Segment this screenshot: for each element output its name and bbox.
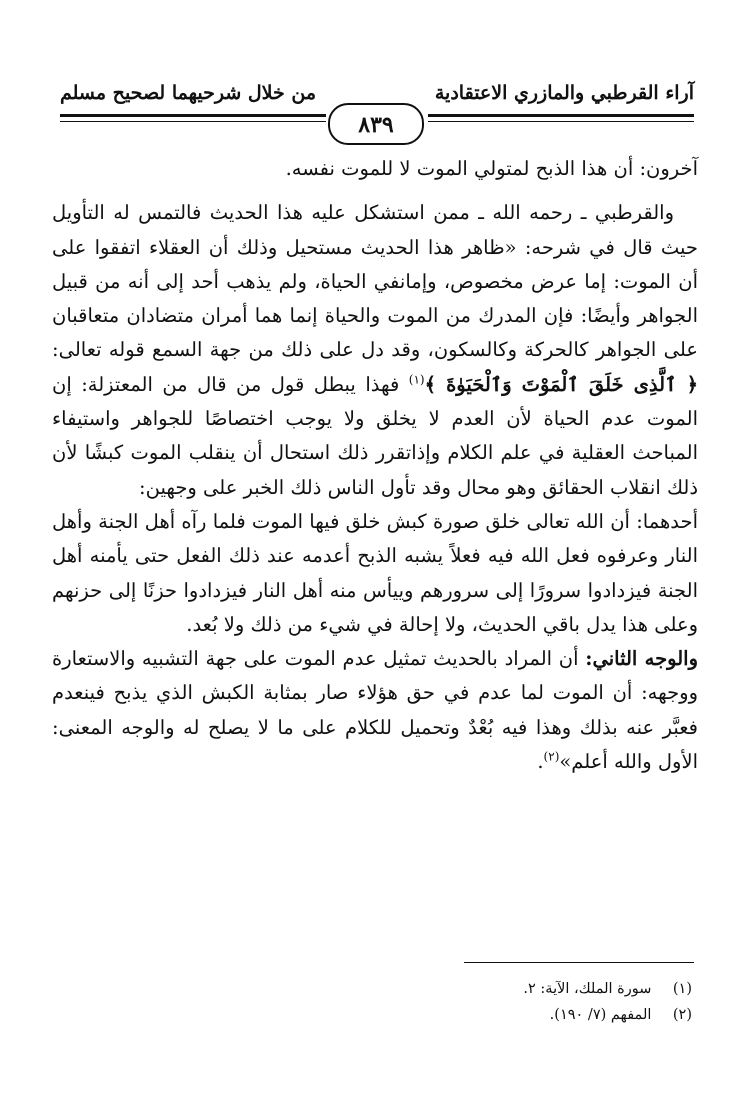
footnote-text: سورة الملك، الآية: ٢. xyxy=(523,981,652,997)
header-book-title: آراء القرطبي والمازري الاعتقادية xyxy=(434,82,694,104)
footnotes xyxy=(300,976,692,1028)
paragraph-4-text: أن المراد بالحديث تمثيل عدم الموت على جهة التشبيه والاستعارة ووجهه: أن الموت لما عدم في حق هؤلاء صار بمثابة الكبش الذي يذبح فينعدم فعبَّر عنه بذلك وهذا فيه بُعْدٌ وتحميل للكلام على ما لا يصلح له والوجه المعنى: الأول والله أعلم» xyxy=(52,647,698,774)
footnote-text: المفهم (٧/ ١٩٠). xyxy=(549,1007,652,1023)
main-text xyxy=(52,152,698,779)
paragraph-4-end: . xyxy=(537,750,544,774)
header-rule-left-thick xyxy=(60,114,326,117)
footnote-number: (١) xyxy=(672,981,692,997)
footnote-item xyxy=(300,976,692,1002)
header-rule-right-thin xyxy=(428,121,694,122)
paragraph-4 xyxy=(52,642,698,779)
quran-verse: ﴿ ٱلَّذِى خَلَقَ ٱلْمَوْتَ وَٱلْحَيَوٰةَ ﴾ xyxy=(424,372,698,396)
paragraph-3: أحدهما: أن الله تعالى خلق صورة كبش خلق فيها الموت فلما رآه أهل الجنة وأهل النار وعرفوه فعل الله فيه فعلاً يشبه الذبح أعدمه عند ذلك الفعل حتى يأمنه أهل الجنة فيزدادوا سرورًا إلى سرورهم وييأس منه أهل النار فيزدادوا حزنًا إلى حزنهم وعلى هذا يدل باقي الحديث، ولا إحالة في شيء من ذلك ولا بُعد. xyxy=(52,509,698,636)
header-subtitle: من خلال شرحيهما لصحيح مسلم xyxy=(60,82,316,104)
paragraph-1: آخرون: أن هذا الذبح لمتولي الموت لا للموت نفسه. xyxy=(285,157,698,180)
footnote-number: (٢) xyxy=(672,1007,692,1023)
paragraph-2-part-b: فهذا يبطل قول من قال من المعتزلة: إن الموت عدم الحياة لأن العدم لا يخلق ولا يوجب اختصاصًا للجواهر واستيفاء المباحث العقلية في علم الكلام وإذاتقرر ذلك استحال أن ينقلب الموت كبشًا لأن ذلك انقلاب الحقائق وهو محال وقد تأول الناس ذلك الخبر على وجهين: xyxy=(52,372,698,499)
second-view-label: والوجه الثاني: xyxy=(585,647,698,671)
footnote-item xyxy=(300,1002,692,1028)
footnote-separator xyxy=(464,962,694,963)
page-number: ٨٣٩ xyxy=(328,103,424,145)
footnote-ref-1[interactable]: (١) xyxy=(408,372,425,387)
footnote-ref-2[interactable]: (٢) xyxy=(543,749,560,764)
header-rule-right-thick xyxy=(428,114,694,117)
paragraph-2-part-a: والقرطبي ـ رحمه الله ـ ممن استشكل عليه هذا الحديث فالتمس له التأويل حيث قال في شرحه: «ظاهر هذا الحديث مستحيل وذلك أن العقلاء اتفقوا على أن الموت: إما عرض مخصوص، وإمانفي الحياة، ولم يذهب أحد إلى أنه من قبيل الجواهر وأيضًا: فإن المدرك من الموت والحياة إنما هما أمران متضادان متعاقبان على الجواهر كالحركة وكالسكون، وقد دل على ذلك من جهة السمع قوله تعالى: xyxy=(52,201,698,362)
header-rule-left-thin xyxy=(60,121,326,122)
paragraph-2 xyxy=(52,196,698,505)
